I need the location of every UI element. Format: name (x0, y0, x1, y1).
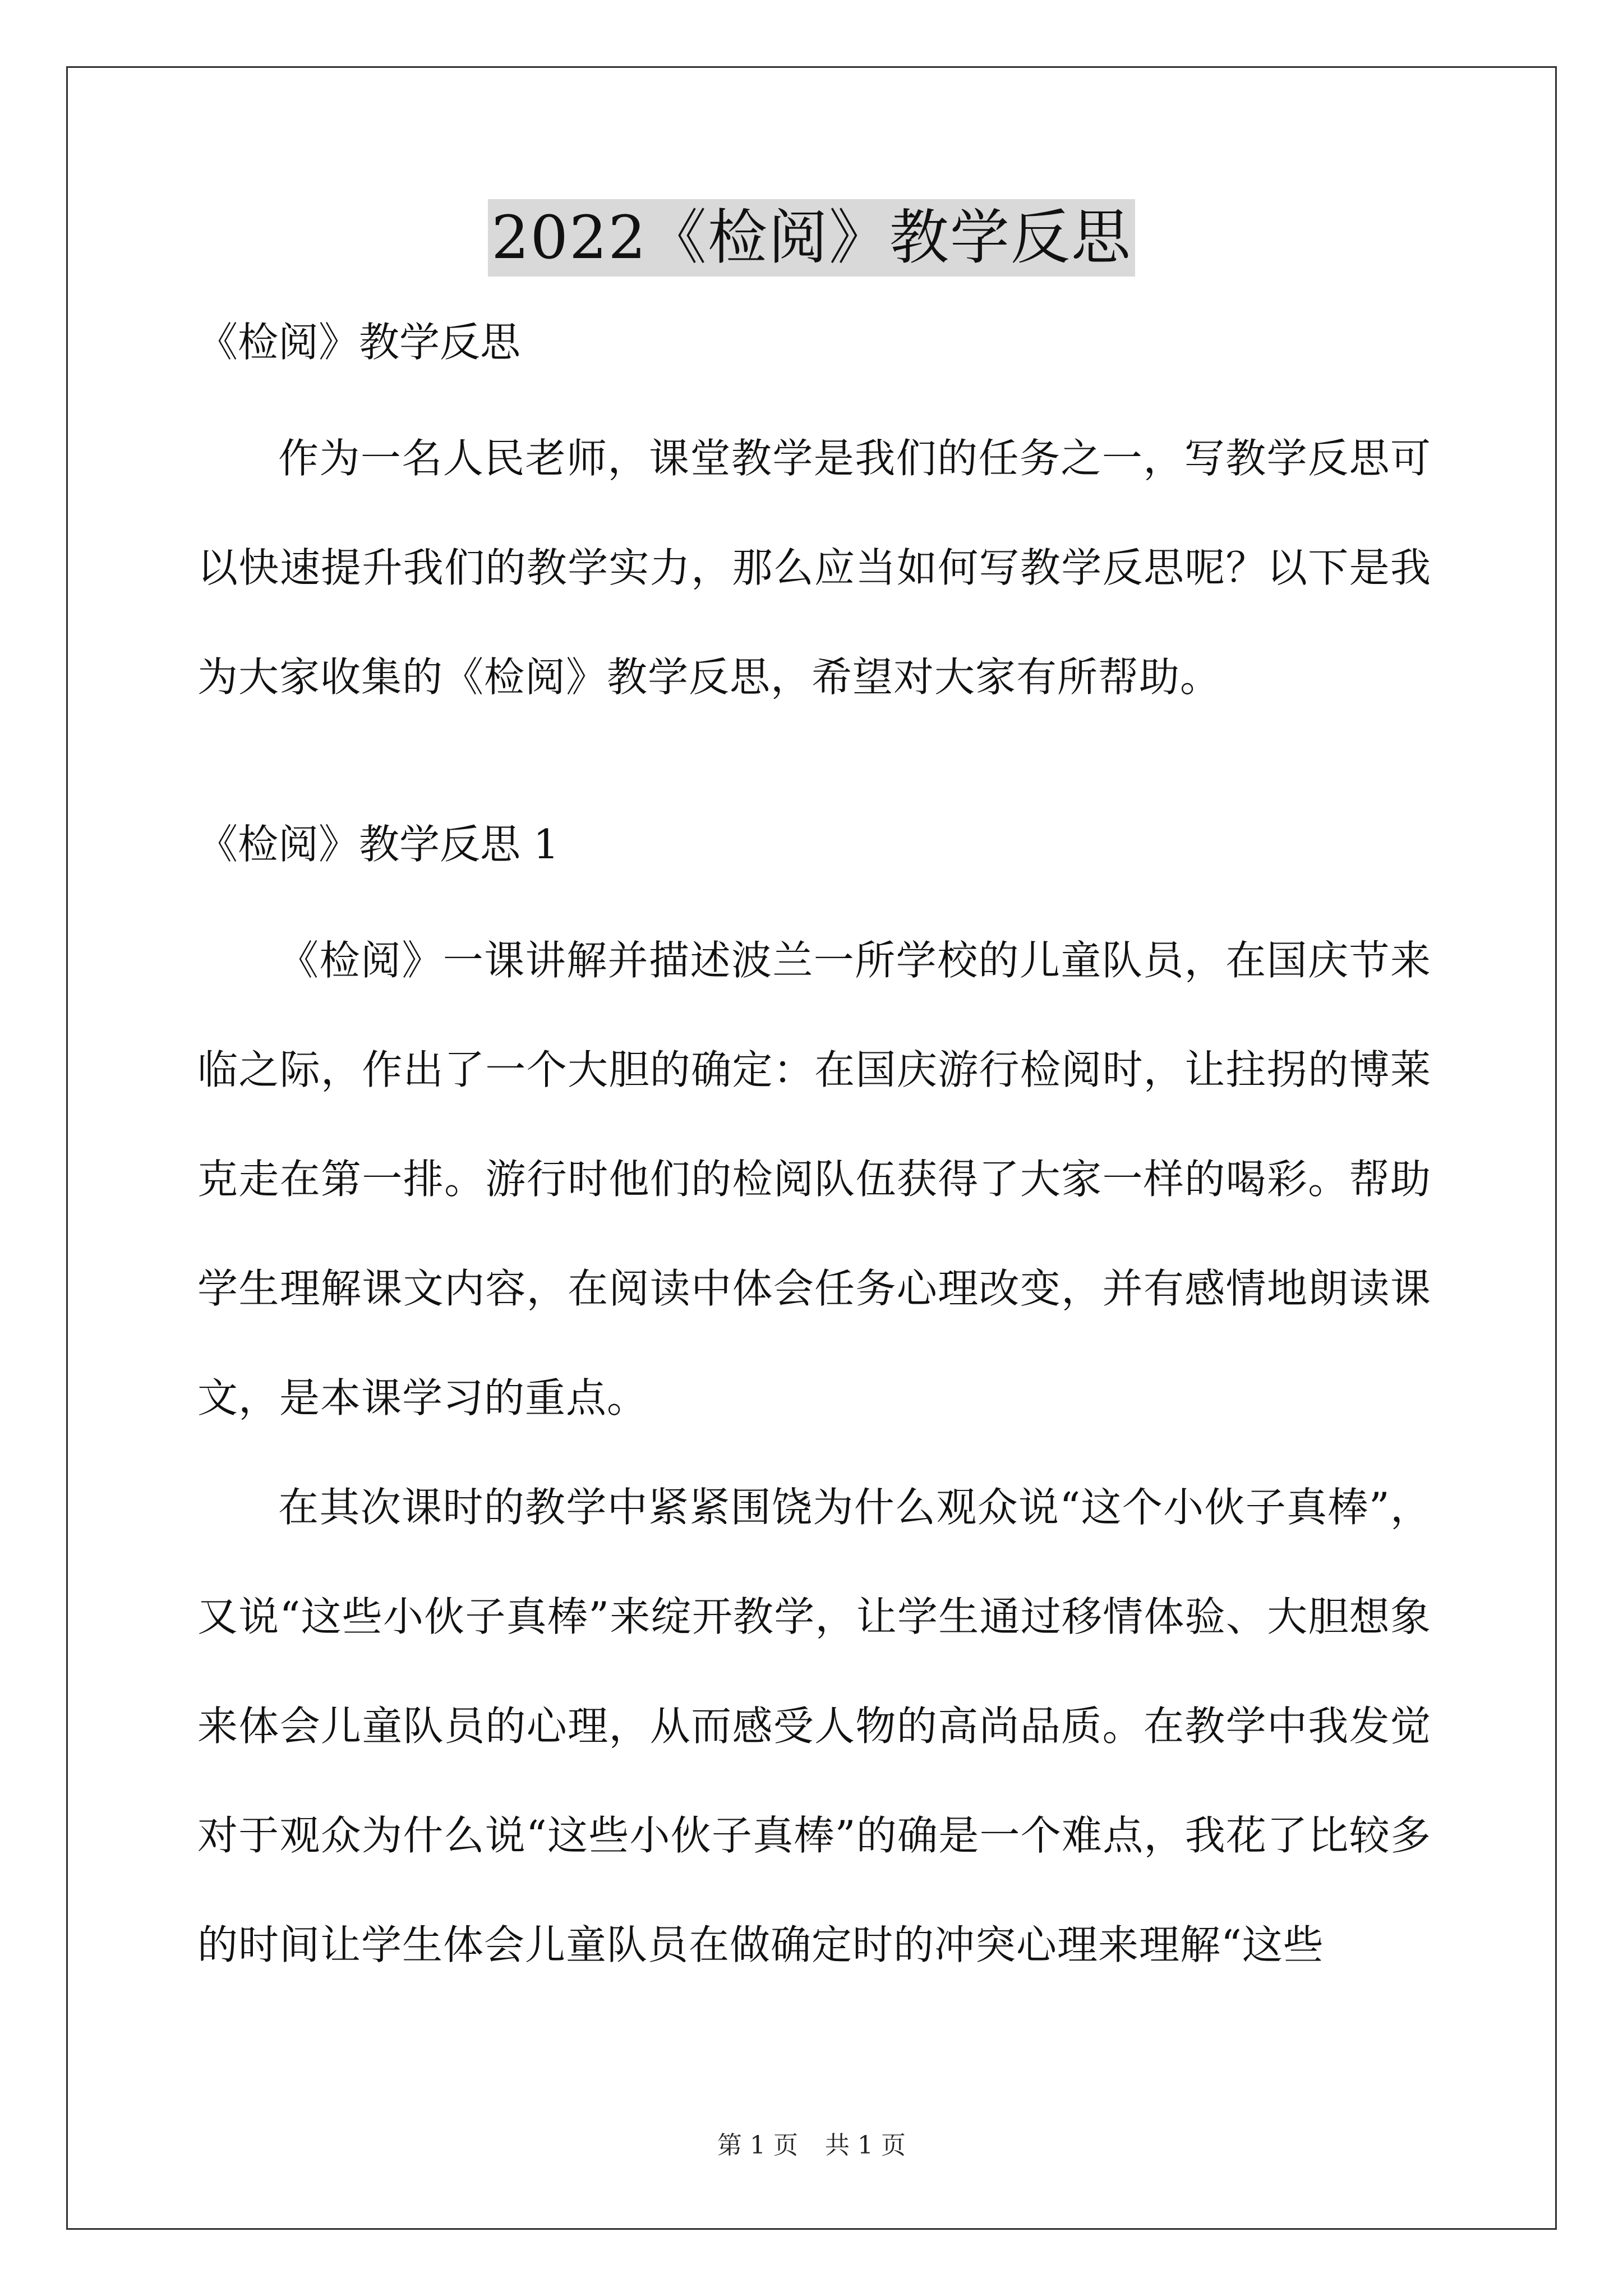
section-heading: 《检阅》教学反思 1 (197, 821, 559, 868)
page-number: 第 1 页 (717, 2131, 798, 2160)
intro-heading: 《检阅》教学反思 (197, 319, 521, 366)
body-paragraph: 《检阅》一课讲解并描述波兰一所学校的儿童队员，在国庆节来临之际，作出了一个大胆的确定：在国庆游行检阅时，让拄拐的博莱克走在第一排。游行时他们的检阅队伍获得了大家一样的喝彩。帮助学生理解课文内容，在阅读中体会任务心理改变，并有感情地朗读课文，是本课学习的重点。 (197, 937, 1431, 1421)
document-title: 2022《检阅》教学反思 (488, 199, 1135, 277)
intro-paragraph: 作为一名人民老师，课堂教学是我们的任务之一，写教学反思可以快速提升我们的教学实力，那么应当如何写教学反思呢？以下是我为大家收集的《检阅》教学反思，希望对大家有所帮助。 (197, 435, 1431, 701)
page-footer (0, 2129, 1623, 2162)
title-container (0, 199, 1623, 277)
body-paragraph: 在其次课时的教学中紧紧围饶为什么观众说“这个小伙子真棒”，又说“这些小伙子真棒”来绽开教学，让学生通过移情体验、大胆想象来体会儿童队员的心理，从而感受人物的高尚品质。在教学中我发觉对于观众为什么说“这些小伙子真棒”的确是一个难点，我花了比较多的时间让学生体会儿童队员在做确定时的冲突心理来理解“这些 (197, 1484, 1431, 1968)
page-total: 共 1 页 (825, 2131, 906, 2160)
document-body (197, 314, 1431, 2000)
